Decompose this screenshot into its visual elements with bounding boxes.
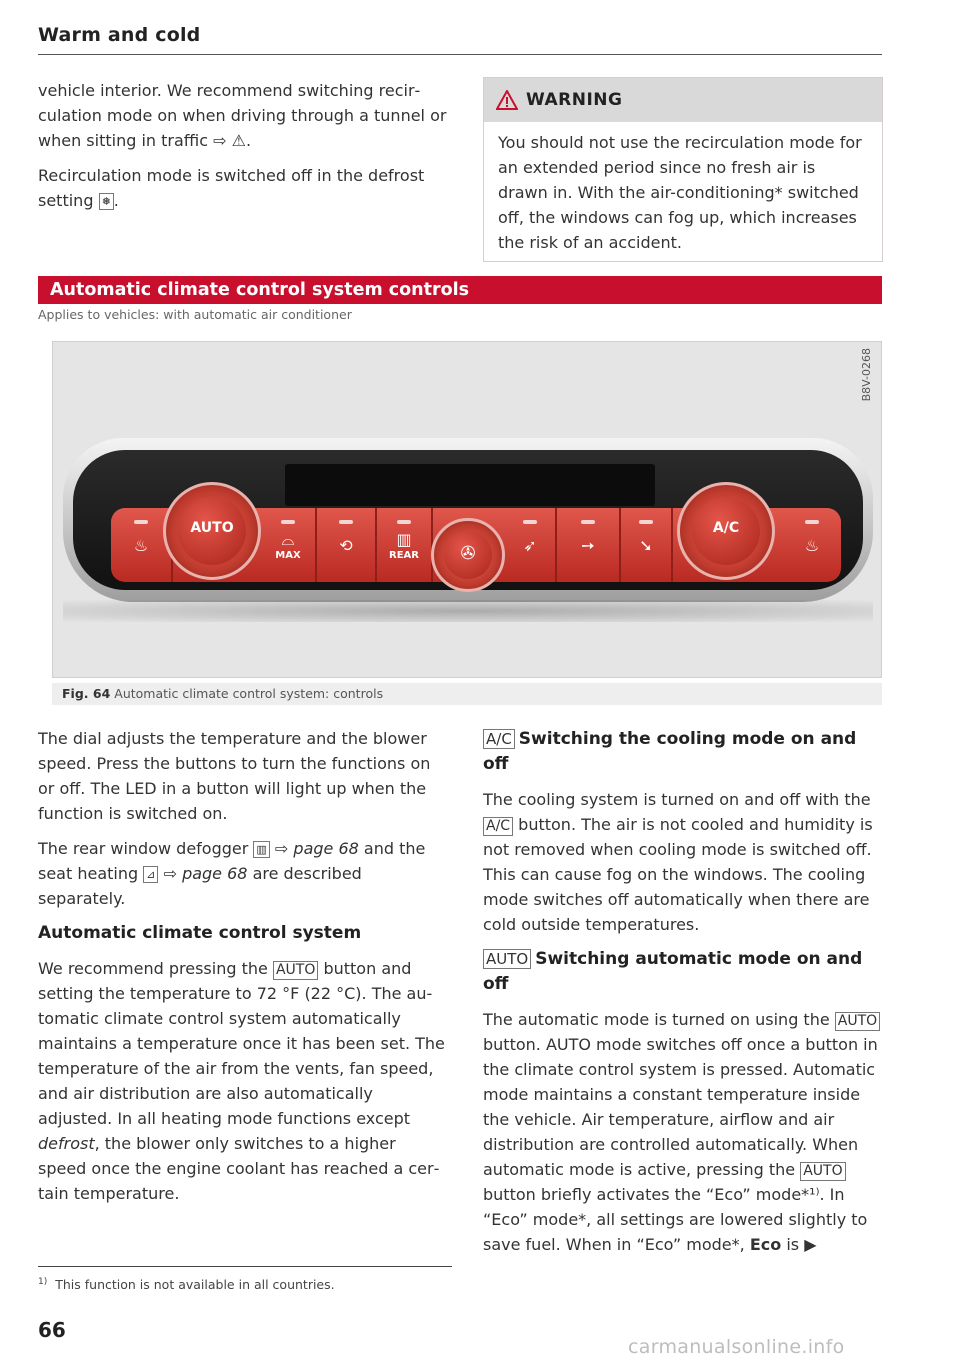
- left-temperature-dial[interactable]: [163, 482, 261, 580]
- header-rule: [38, 54, 882, 55]
- airflow-center-button[interactable]: [557, 508, 621, 582]
- figure-caption: [52, 683, 882, 705]
- airflow-upper-icon: ➶: [523, 536, 537, 555]
- footnote-rule: [38, 1266, 452, 1267]
- auto-key: AUTO: [835, 1012, 880, 1031]
- windshield-defrost-icon: ⌓: [281, 530, 295, 549]
- left-body-column: [38, 726, 448, 1216]
- seat-heating-symbol-icon: ⊿: [143, 866, 158, 883]
- section-title: Automatic climate control system controls: [50, 280, 470, 300]
- footnote: [38, 1277, 335, 1292]
- button-led: [339, 520, 353, 524]
- applies-to-note: Applies to vehicles: with automatic air conditioner: [38, 307, 352, 322]
- airflow-footwell-button[interactable]: [621, 508, 673, 582]
- warning-column: [483, 77, 883, 262]
- auto-key: AUTO: [800, 1162, 845, 1181]
- fan-button[interactable]: [444, 531, 492, 579]
- intro-paragraph-2: Recirculation mode is switched off in the defrost setting ❅ .: [38, 166, 425, 210]
- warning-title: WARNING: [526, 90, 623, 110]
- ac-key: A/C: [483, 817, 513, 836]
- page-link[interactable]: page 68: [293, 839, 359, 858]
- airflow-footwell-icon: ➘: [639, 536, 653, 555]
- continue-arrow: is ▶: [786, 1235, 817, 1254]
- figure-caption-text: Automatic climate control system: controls: [114, 686, 384, 701]
- figure-code: B8V-0268: [860, 348, 873, 402]
- auto-key: AUTO: [483, 949, 531, 969]
- button-led: [397, 520, 411, 524]
- ac-key: A/C: [483, 729, 515, 749]
- intro-paragraph-1: vehicle interior. We recommend switching recirculation mode on when driving through a tunnel or when sitting in traffic ⇨ ⚠.: [38, 81, 447, 150]
- recirculation-button[interactable]: [317, 508, 377, 582]
- max-label: MAX: [275, 550, 301, 561]
- cooling-mode-paragraph: The cooling system is turned on and off with the A/C button. The air is not cooled and humidity is not removed when cooling mode is switched off. This can cause fog on the windows. The cooling mode switches off automatically when there are cold outside temperatures.: [483, 790, 873, 934]
- figure-label: Fig. 64: [62, 686, 111, 701]
- button-led: [581, 520, 595, 524]
- auto-climate-heading: Automatic climate control system: [38, 923, 362, 943]
- airflow-upper-button[interactable]: [505, 508, 557, 582]
- seat-heat-icon: ♨: [804, 536, 820, 555]
- ac-label: A/C: [712, 520, 740, 536]
- warning-header: [484, 78, 882, 122]
- rear-defogger-symbol-icon: ▥: [253, 841, 269, 858]
- button-led: [805, 520, 819, 524]
- page-number: 66: [38, 1318, 66, 1342]
- defogger-reference: The rear window defogger ▥ ⇨ page 68 and the seat heating ⊿ ⇨ page 68 are described separately.: [38, 839, 426, 908]
- button-led: [281, 520, 295, 524]
- button-led: [134, 520, 148, 524]
- panel-shadow: [63, 600, 873, 622]
- button-led: [523, 520, 537, 524]
- intro-column: [38, 78, 448, 223]
- page-header: [38, 24, 882, 55]
- warning-text: You should not use the recirculation mode for an extended period since no fresh air is drawn in. With the air-conditioning* switched off, the windows can fog up, which increases the risk of an accident.: [498, 133, 862, 252]
- automatic-mode-paragraph: The automatic mode is turned on using the AUTO button. AUTO mode switches off once a button in the climate control system is pressed. Automatic mode maintains a constant temperature inside the vehicle. Air temperature, airflow and air distribution are controlled automatically. When automatic mode is active, pressing the AUTO button briefly activates the “Eco” mode*¹⁾. In “Eco” mode*, all settings are lowered slightly to save fuel. When in “Eco” mode*, Eco is ▶: [483, 1007, 883, 1257]
- dial-description: The dial adjusts the temperature and the blower speed. Press the buttons to turn the functions on or off. The LED in a button will light up when the function is switched on.: [38, 729, 431, 823]
- ac-button[interactable]: [692, 497, 760, 565]
- auto-button[interactable]: [178, 497, 246, 565]
- chapter-title: Warm and cold: [38, 24, 201, 46]
- airflow-center-icon: ➙: [581, 536, 595, 555]
- watermark: carmanualsonline.info: [628, 1336, 845, 1358]
- automatic-mode-heading: AUTO Switching automatic mode on and off: [483, 949, 863, 994]
- defrost-max-button[interactable]: [261, 508, 317, 582]
- rear-window-icon: ▥: [396, 530, 412, 549]
- auto-label: AUTO: [190, 520, 234, 536]
- section-heading-bar: [38, 276, 882, 304]
- fan-icon: ✇: [460, 543, 476, 564]
- right-temperature-dial[interactable]: [677, 482, 775, 580]
- cooling-mode-heading: A/C Switching the cooling mode on and off: [483, 729, 857, 774]
- rear-defogger-button[interactable]: [377, 508, 433, 582]
- climate-display: [285, 464, 655, 506]
- defrost-symbol-icon: ❅: [99, 193, 114, 210]
- blower-dial[interactable]: [431, 518, 505, 592]
- seat-heat-icon: ♨: [133, 536, 149, 555]
- right-body-column: [483, 723, 883, 1267]
- auto-climate-paragraph: We recommend pressing the AUTO button and setting the temperature to 72 °F (22 °C). The automatic climate control system automatically maintains a temperature once it has been set. The temperature of the air from the vents, fan speed, and air distribution are also automatically adjusted. In all heating mode functions except defrost, the blower only switches to a higher speed once the engine coolant has reached a certain temperature.: [38, 959, 445, 1203]
- seat-heat-right-button[interactable]: [783, 508, 841, 582]
- page-link[interactable]: page 68: [182, 864, 248, 883]
- recirculation-icon: ⟲: [339, 536, 353, 555]
- warning-triangle-icon: [496, 90, 518, 110]
- footnote-text: This function is not available in all countries.: [55, 1277, 335, 1293]
- button-led: [639, 520, 653, 524]
- rear-label: REAR: [389, 550, 419, 561]
- footnote-mark: 1): [38, 1277, 48, 1287]
- auto-key: AUTO: [273, 961, 318, 980]
- climate-control-figure: [52, 341, 882, 678]
- warning-box: [483, 77, 883, 262]
